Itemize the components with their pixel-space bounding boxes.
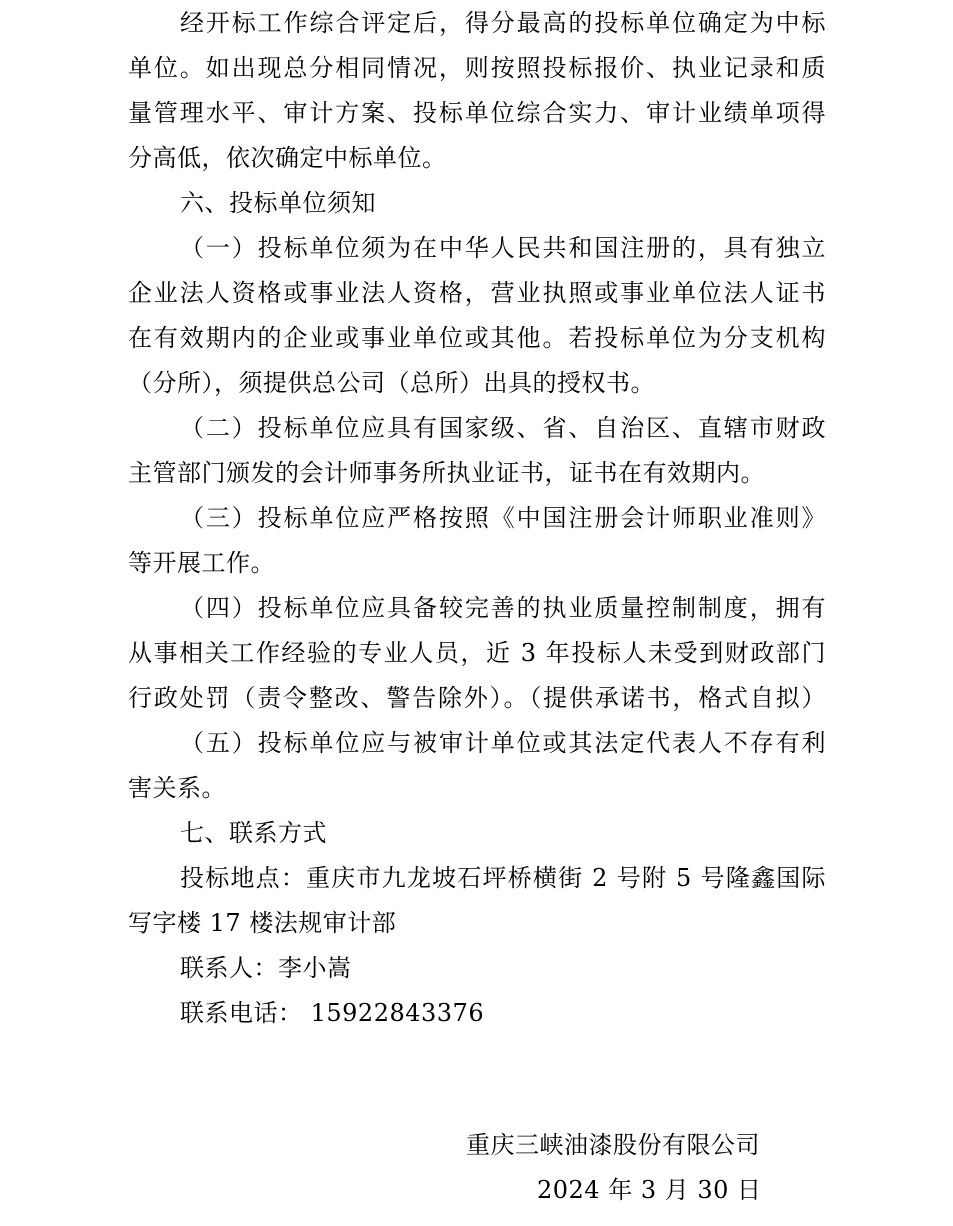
item-one-line-2: 企业法人资格或事业法人资格，营业执照或事业单位法人证书	[128, 279, 826, 307]
item-three-line-2: 等开展工作。	[128, 549, 275, 577]
award-paragraph-line-3: 量管理水平、审计方案、投标单位综合实力、审计业绩单项得	[128, 99, 826, 127]
item-one-line-4: （分所），须提供总公司（总所）出具的授权书。	[128, 369, 655, 397]
item-two-line-1: （二）投标单位应具有国家级、省、自治区、直辖市财政	[180, 414, 826, 442]
item-one-line-3: 在有效期内的企业或事业单位或其他。若投标单位为分支机构	[128, 324, 826, 352]
item-four-line-3: 行政处罚（责令整改、警告除外）。（提供承诺书，格式自拟）	[128, 684, 826, 712]
item-two-line-2: 主管部门颁发的会计师事务所执业证书，证书在有效期内。	[128, 459, 765, 487]
award-paragraph-line-2: 单位。如出现总分相同情况，则按照投标报价、执业记录和质	[128, 54, 826, 82]
address-line-1: 投标地点：重庆市九龙坡石坪桥横街 2 号附 5 号隆鑫国际	[180, 864, 826, 892]
award-paragraph-line-4: 分高低，依次确定中标单位。	[128, 144, 447, 172]
item-five-line-2: 害关系。	[128, 774, 226, 802]
signature-date: 2024 年 3 月 30 日	[537, 1176, 762, 1204]
award-paragraph-line-1: 经开标工作综合评定后，得分最高的投标单位确定为中标	[180, 9, 826, 37]
item-one-line-1: （一）投标单位须为在中华人民共和国注册的，具有独立	[180, 234, 826, 262]
item-five-line-1: （五）投标单位应与被审计单位或其法定代表人不存有利	[180, 729, 826, 757]
section-heading-seven: 七、联系方式	[180, 819, 327, 847]
item-three-line-1: （三）投标单位应严格按照《中国注册会计师职业准则》	[180, 504, 826, 532]
signature-company: 重庆三峡油漆股份有限公司	[466, 1131, 760, 1159]
contact-phone: 联系电话： 15922843376	[180, 999, 485, 1027]
section-heading-six: 六、投标单位须知	[180, 189, 376, 217]
contact-person: 联系人：李小嵩	[180, 954, 352, 982]
address-line-2: 写字楼 17 楼法规审计部	[128, 909, 397, 937]
item-four-line-2: 从事相关工作经验的专业人员，近 3 年投标人未受到财政部门	[128, 639, 826, 667]
item-four-line-1: （四）投标单位应具备较完善的执业质量控制制度，拥有	[180, 594, 826, 622]
